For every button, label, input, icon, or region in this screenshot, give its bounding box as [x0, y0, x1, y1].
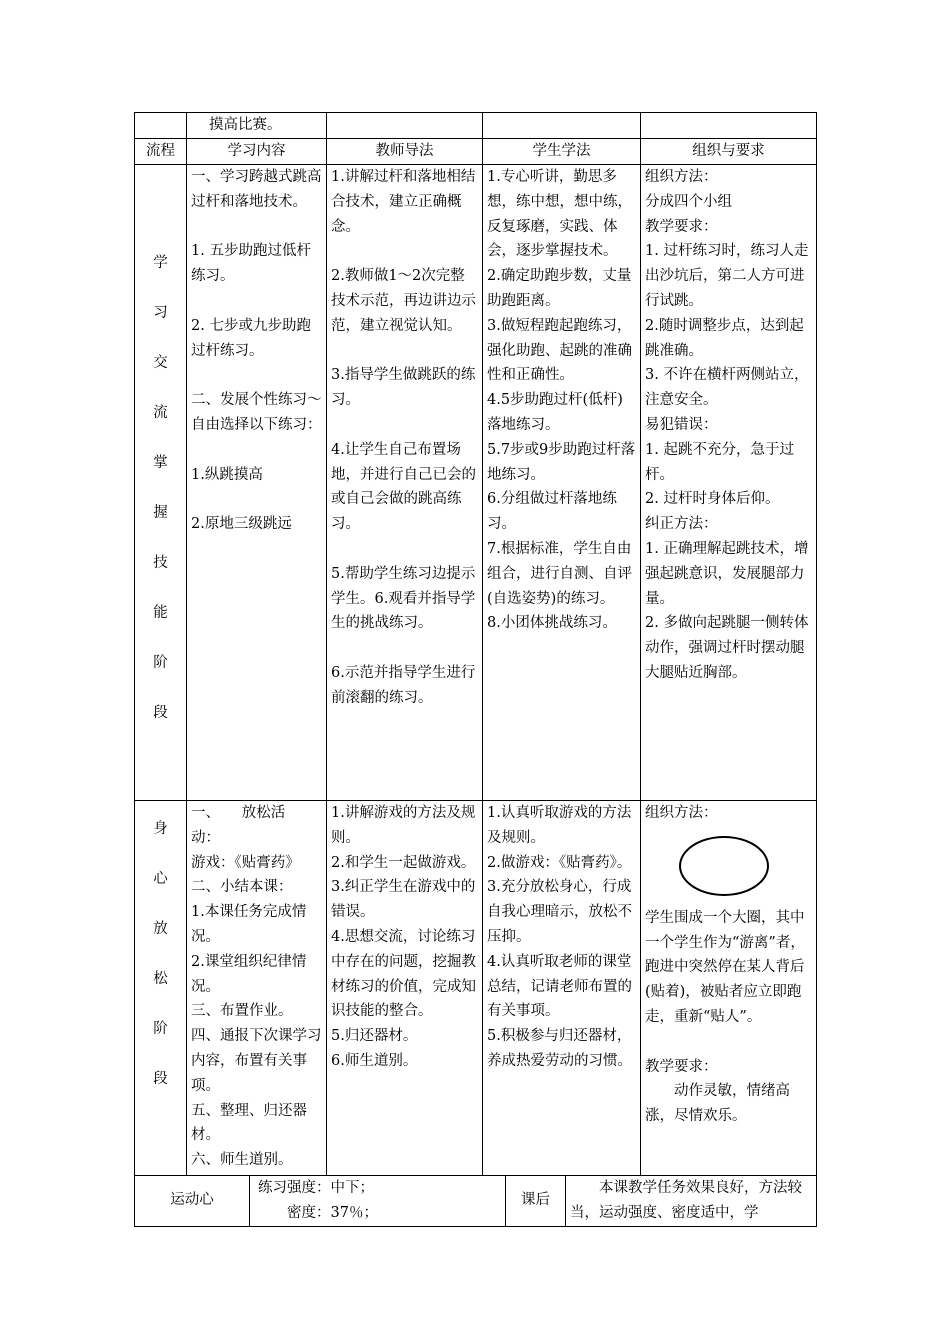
content-line: 游戏：《贴膏药》: [191, 854, 300, 871]
content-line: 1.纵跳摸高: [191, 466, 263, 483]
student-line: 1.认真听取游戏的方法及规则。: [487, 805, 632, 846]
flow-char: 学: [153, 255, 168, 271]
stage2-content: [187, 801, 327, 1176]
header-content: 学习内容: [187, 139, 327, 165]
teacher-line: [331, 239, 478, 264]
content-line: 一、学习跨越式跳高过杆和落地技术。: [191, 169, 322, 210]
teacher-line: [331, 636, 478, 661]
org-line: 1. 起跳不充分，急于过杆。: [645, 441, 794, 483]
org-method-title: 组织方法：: [645, 805, 718, 821]
top-row-content: 摸高比赛。: [187, 113, 327, 139]
label-exercise-load: 运动心: [135, 1176, 250, 1227]
header-flow: 流程: [135, 139, 187, 165]
teacher-line: [331, 537, 478, 562]
flow-char: 心: [153, 871, 168, 887]
org-line: 2. 过杆时身体后仰。: [645, 491, 780, 508]
stage1-flow: [135, 165, 187, 801]
student-line: 7.根据标准，学生自由组合，进行自测、自评(自选姿势)的练习。: [487, 540, 632, 607]
flow-char: 段: [153, 1071, 168, 1087]
content-line: 六、师生道别。: [191, 1152, 293, 1169]
flow-char: 交: [153, 355, 168, 371]
student-line: 4.5步助跑过杆(低杆)落地练习。: [487, 392, 623, 433]
top-row: [135, 113, 817, 139]
teacher-line: 1.讲解过杆和落地相结合技术，建立正确概念。: [331, 169, 476, 235]
flow-char: 技: [153, 555, 168, 571]
student-line: 5.7步或9步助跑过杆落地练习。: [487, 441, 636, 483]
label-after-class: 课后: [506, 1176, 566, 1227]
content-line: 二、发展个性练习～自由选择以下练习：: [191, 392, 322, 433]
stage1-content: [187, 165, 327, 801]
summary-table: [134, 1175, 817, 1227]
content-line: 三、布置作业。: [191, 1003, 293, 1020]
stage1-teacher: [327, 165, 483, 801]
stage2-teacher: [327, 801, 483, 1176]
student-line: 3.做短程跑起跑练习，强化助跑、起跳的准确性和正确性。: [487, 317, 632, 384]
circle-diagram: [679, 836, 769, 896]
header-student: 学生学法: [483, 139, 641, 165]
content-line: [191, 289, 322, 314]
org-line: 1. 正确理解起跳技术，增强起跳意识，发展腿部力量。: [645, 540, 809, 607]
flow-char: 身: [153, 821, 168, 837]
content-line: 五、整理、归还器材。: [191, 1102, 307, 1144]
flow-char: 流: [153, 405, 168, 421]
stage2-flow: [135, 801, 187, 1176]
stage2-row: [135, 801, 817, 1176]
content-line: [191, 438, 322, 463]
teacher-line: 6.示范并指导学生进行前滚翻的练习。: [331, 664, 476, 706]
student-line: 8.小团体挑战练习。: [487, 615, 617, 632]
content-line: 2. 七步或九步助跑过杆练习。: [191, 317, 311, 359]
flow-char: 阶: [153, 1021, 168, 1037]
student-line: 1.专心听讲，勤思多想，练中想，想中练，反复琢磨，实践、体会，逐步掌握技术。: [487, 169, 632, 260]
student-line: 2.做游戏：《贴膏药》。: [487, 854, 632, 871]
density-text: 密度：37％；: [258, 1204, 378, 1221]
flow-char: 段: [153, 705, 168, 721]
content-line: [191, 363, 322, 388]
header-org: 组织与要求: [641, 139, 817, 165]
content-line: 2.课堂组织纪律情况。: [191, 953, 307, 995]
org-line: 组织方法：: [645, 169, 718, 185]
org-line: 1. 过杆练习时，练习人走出沙坑后，第二人方可进行试跳。: [645, 243, 809, 309]
flow-char: 习: [153, 305, 168, 321]
intensity-text: 练习强度：中下；: [258, 1180, 374, 1196]
flow-char: 握: [153, 505, 168, 521]
requirement-title: 教学要求：: [645, 1058, 718, 1075]
content-line: 2.原地三级跳远: [191, 516, 292, 533]
org-line: 2.随时调整步点，达到起跳准确。: [645, 317, 804, 359]
teacher-line: 5.帮助学生练习边提示学生。6.观看并指导学生的挑战练习。: [331, 565, 476, 632]
content-line: 四、通报下次课学习内容，布置有关事项。: [191, 1028, 322, 1094]
stage2-student: [483, 801, 641, 1176]
org-line: 易犯错误：: [645, 416, 718, 433]
teacher-line: [331, 413, 478, 438]
student-line: 5.积极参与归还器材，养成热爱劳动的习惯。: [487, 1028, 632, 1069]
teacher-line: [331, 339, 478, 364]
content-line: 1. 五步助跑过低杆练习。: [191, 243, 311, 285]
content-line: [191, 215, 322, 240]
flow-char: 松: [153, 971, 168, 987]
teacher-line: 2.和学生一起做游戏。: [331, 854, 476, 871]
stage2-org: [641, 801, 817, 1176]
content-line: 一、 放松活 动：: [191, 805, 315, 846]
org-line: 分成四个小组: [645, 193, 732, 210]
student-line: 2.确定助跑步数，丈量助跑距离。: [487, 268, 632, 309]
teacher-line: 4.让学生自己布置场地，并进行自己已会的或自己会做的跳高练习。: [331, 441, 476, 533]
content-line: 二、小结本课：: [191, 879, 293, 896]
stage1-student: [483, 165, 641, 801]
teacher-line: 3.纠正学生在游戏中的错误。: [331, 879, 476, 921]
teacher-line: 5.归还器材。: [331, 1028, 418, 1045]
org-line: 3. 不许在横杆两侧站立，注意安全。: [645, 367, 809, 409]
content-line: [191, 487, 322, 512]
flow-char: 掌: [153, 455, 168, 471]
flow-char: 阶: [153, 655, 168, 671]
student-line: 3.充分放松身心，行成自我心理暗示，放松不压抑。: [487, 879, 632, 945]
flow-char: 能: [153, 605, 168, 621]
teacher-line: 1.讲解游戏的方法及规则。: [331, 805, 476, 846]
header-row: [135, 139, 817, 165]
student-line: 4.认真听取老师的课堂总结，记请老师布置的有关事项。: [487, 953, 632, 1020]
load-values: [250, 1176, 506, 1227]
after-class-reflection: 本课教学任务效果良好，方法较当，运动强度、密度适中，学: [566, 1176, 817, 1227]
header-teacher: 教师导法: [327, 139, 483, 165]
stage1-row: [135, 165, 817, 801]
stage1-org: [641, 165, 817, 801]
org-line: 教学要求：: [645, 218, 718, 235]
org-method-text: 学生围成一个大圈，其中一个学生作为“游离”者，跑进中突然停在某人背后(贴着)，被贴者应立即跑走，重新“贴人”。: [645, 909, 805, 1025]
teacher-line: 4.思想交流，讨论练习中存在的问题，挖掘教材练习的价值，完成知识技能的整合。: [331, 928, 476, 1020]
content-line: 1.本课任务完成情况。: [191, 904, 307, 945]
teacher-line: 6.师生道别。: [331, 1052, 418, 1069]
student-line: 6.分组做过杆落地练习。: [487, 491, 617, 533]
flow-char: 放: [153, 921, 168, 937]
summary-row: [135, 1176, 817, 1227]
lesson-plan-table: [134, 112, 817, 1176]
teacher-line: 3.指导学生做跳跃的练习。: [331, 367, 476, 409]
teacher-line: 2.教师做1～2次完整技术示范，再边讲边示范，建立视觉认知。: [331, 268, 476, 334]
org-line: 2. 多做向起跳腿一侧转体动作，强调过杆时摆动腿大腿贴近胸部。: [645, 615, 809, 681]
org-line: 纠正方法：: [645, 516, 718, 533]
requirement-text: 动作灵敏，情绪高涨，尽情欢乐。: [645, 1083, 790, 1125]
